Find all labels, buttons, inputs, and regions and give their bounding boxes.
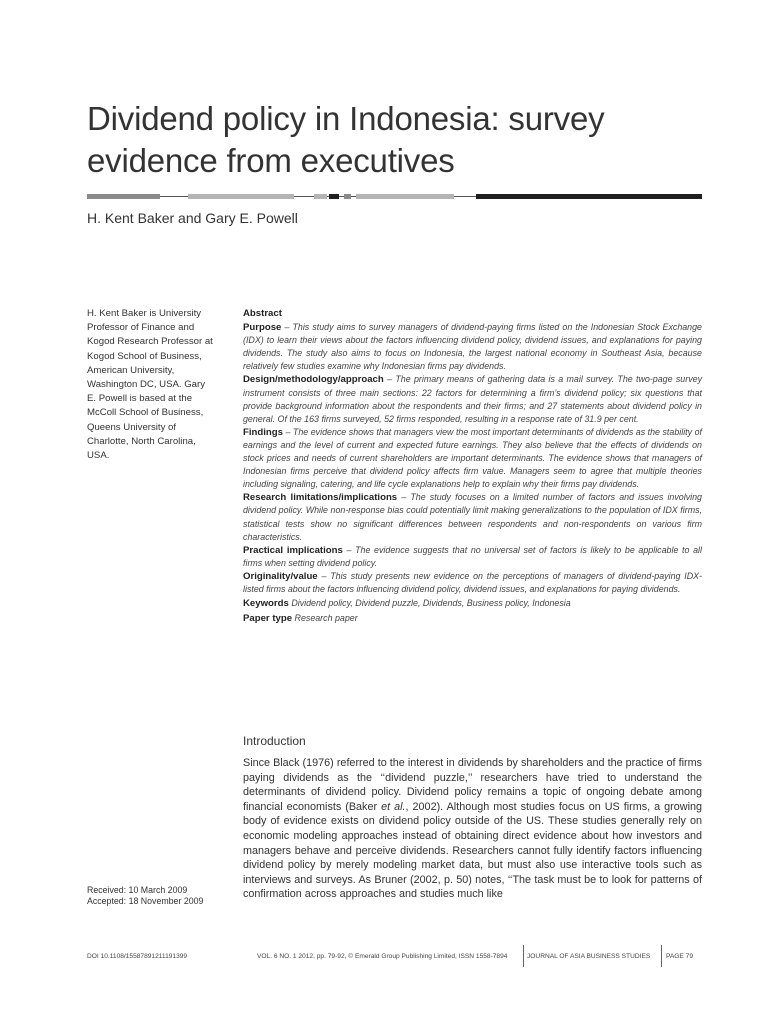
abstract-label: Keywords — [243, 598, 289, 610]
footer-doi: DOI 10.1108/15587891211191399 — [87, 953, 188, 960]
footer-separator — [523, 945, 524, 967]
introduction-body — [243, 756, 702, 902]
abstract-paper-type — [243, 612, 702, 625]
abstract-sep: – — [383, 374, 396, 385]
abstract-sep: – — [281, 322, 293, 333]
abstract-label: Research limitations/implications — [243, 492, 398, 504]
abstract-label: Findings — [243, 426, 283, 438]
footer-journal: JOURNAL OF ASIA BUSINESS STUDIES — [527, 953, 651, 960]
abstract-label: Paper type — [243, 613, 293, 625]
footer-page: PAGE 79 — [666, 953, 693, 960]
abstract-purpose — [243, 321, 702, 373]
abstract-label: Originality/value — [243, 570, 318, 582]
abstract-label: Purpose — [243, 322, 282, 334]
abstract-sep: – — [282, 426, 293, 437]
rule-segment — [314, 194, 327, 199]
abstract-text: The evidence shows that managers view the most important determinants of dividends as the stability of earnings and the level of current and expected future earnings. They also believe that the effects of dividends on stock prices and needs of current shareholders are important determinants. The evidence shows that managers of Indonesian firms perceive that dividend policy affects firm value. Managers seem to agree that multiple theories including signaling, catering, and life cycle explanations help to explain why their firms pay dividends. — [243, 426, 702, 490]
rule-segment — [344, 194, 351, 199]
abstract-text: This study presents new evidence on the perceptions of managers of dividend-paying IDX-listed firms about the factors influencing dividend policy, dividend issues, and explanations for paying dividends. — [243, 570, 702, 594]
accepted-date: Accepted: 18 November 2009 — [87, 896, 204, 906]
footer-volume: VOL. 6 NO. 1 2012, pp. 79-92, © Emerald Group Publishing Limited, ISSN 1558-7894 — [257, 953, 508, 960]
abstract-keywords — [243, 597, 702, 610]
abstract-practical — [243, 544, 702, 570]
submission-dates — [87, 885, 203, 907]
footer-separator — [661, 945, 662, 967]
abstract-sep: – — [317, 570, 331, 581]
author-bio: H. Kent Baker is University Professor of Finance and Kogod Research Professor at Kogod School of Business, American University, Washington DC, USA. Gary E. Powell is based at the McColl School of Business, Queens University of Charlotte, North Carolina, USA. — [87, 308, 213, 462]
abstract-label: Practical implications — [243, 544, 343, 556]
abstract-heading: Abstract — [243, 308, 282, 319]
abstract-originality — [243, 570, 702, 596]
abstract-label: Design/methodology/approach — [243, 374, 384, 386]
rule-segment — [87, 194, 160, 199]
abstract-limitations — [243, 491, 702, 543]
abstract-text: Dividend policy, Dividend puzzle, Dividends, Business policy, Indonesia — [291, 598, 571, 609]
rule-segment — [356, 194, 454, 199]
abstract-text: The study focuses on a limited number of factors and issues involving dividend policy. While non-response bias could potentially limit making generalizations to the population of IDX firms, statistical tests show no significant differences between respondents and non-respondents on various firm characteristics. — [243, 492, 702, 542]
intro-text: , 2002). Although most studies focus on US firms, a growing body of evidence exists on dividend policy outside of the US. These studies generally rely on economic modeling approaches instead of obtaining direct evidence about how investors and managers behave and perceive dividends. Researchers cannot fully identify factors influencing dividend policy by merely modeling market data, but must also use interactive tools such as interviews and surveys. As Bruner (2002, p. 50) notes, ‘‘The task must be to look for patterns of confirmation across approaches and studies much like — [243, 800, 702, 901]
rule-segment — [329, 194, 339, 199]
paper-title: Dividend policy in Indonesia: survey evidence from executives — [87, 100, 605, 179]
introduction-heading: Introduction — [243, 734, 306, 748]
authors: H. Kent Baker and Gary E. Powell — [87, 210, 298, 226]
abstract-findings — [243, 426, 702, 491]
rule-segment — [188, 194, 294, 199]
abstract-text: The evidence suggests that no universal set of factors is likely to be applicable to all firms when setting dividend policy. — [243, 544, 702, 568]
abstract-text: The primary means of gathering data is a mail survey. The two-page survey instrument consists of three main sections: 22 factors for determining a firm’s dividend policy; six questions that provide background information about the respondents and their firms; and 27 statements about dividend policy in general. Of the 163 firms surveyed, 52 firms responded, resulting in a response rate of 31.9 per cent. — [243, 374, 703, 424]
received-date: Received: 10 March 2009 — [87, 885, 188, 895]
abstract-design — [243, 373, 702, 425]
rule-segment — [476, 194, 702, 199]
abstract — [243, 307, 702, 625]
abstract-text: This study aims to survey managers of dividend-paying firms listed on the Indonesian Stock Exchange (IDX) to learn their views about the factors influencing dividend policy, dividend issues, and explanations for paying dividends. The study also aims to focus on Indonesia, the largest national economy in Southeast Asia, because relatively few studies examine why Indonesian firms pay dividends. — [243, 322, 702, 372]
abstract-sep: – — [342, 544, 356, 555]
abstract-sep: – — [397, 492, 411, 503]
abstract-text: Research paper — [294, 613, 358, 624]
intro-text: Since Black (1976) referred to the interest in dividends by shareholders and the practice of firms paying dividends as the ‘‘dividend puzzle,’’ researchers have tried to understand the determinants of dividend policy. Dividend policy remains a topic of ongoing debate among financial economists (Baker — [243, 757, 702, 813]
intro-etal: et al. — [381, 800, 406, 813]
